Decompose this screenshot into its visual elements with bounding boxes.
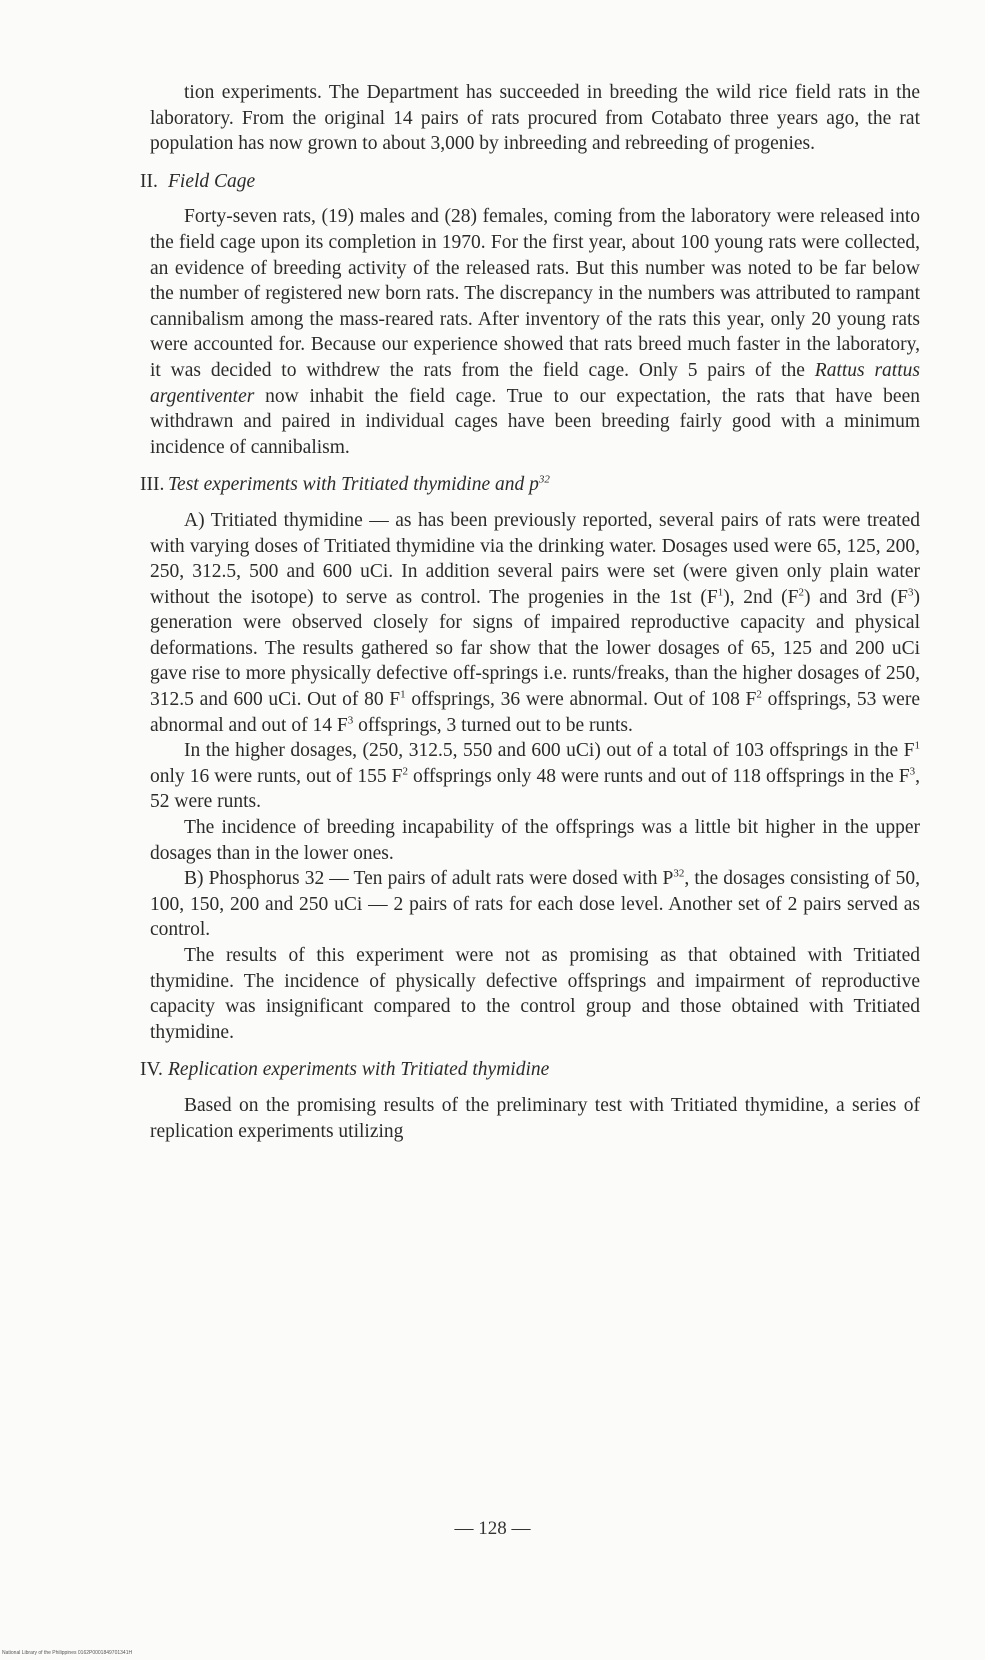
text-run: , the dosages consisting of 50, 100, 150, 200 and 250 uCi — 2 pairs of rats for each dose level. Another set of 2 pairs served as control.: [150, 868, 921, 941]
superscript: 1: [717, 586, 724, 599]
page-number: — 128 —: [454, 1518, 531, 1539]
text-run: ), 2nd (F: [723, 586, 799, 608]
section-number: IV.: [140, 1059, 163, 1081]
text-run: offsprings only 48 were runts and out of 118 offsprings in the F: [407, 765, 910, 787]
superscript: 1: [914, 739, 920, 752]
text-run: offsprings, 3 turned out to be runts.: [353, 714, 633, 736]
superscript: 32: [673, 867, 685, 880]
superscript: 3: [909, 765, 916, 778]
higher-dosage-paragraph: [150, 738, 920, 815]
text-run: ) generation were observed closely for signs of impaired reproductive capacity and physical deformations. The results gathered so far show that the lower dosages of 65, 125 and 200 uCi gave rise to more physically defective off-springs i.e. runts/freaks, than the higher dosages of 250, 312.5 and 600 uCi. Out of 80 F: [150, 586, 920, 711]
text-run: offsprings, 53 were abnormal and out of 14 F: [150, 689, 920, 736]
text-run: In the higher dosages, (250, 312.5, 550 and 600 uCi) out of a total of 103 offsprings in the F: [184, 740, 915, 762]
section-title: Field Cage: [168, 170, 256, 192]
library-footer: National Library of the Philippines 0162P0001849701341H: [2, 1650, 133, 1656]
results-paragraph: The results of this experiment were not as promising as that obtained with Tritiated thymidine. The incidence of physically defective offsprings and impairment of reproductive capacity was insignificant compared to the control group and those obtained with Tritiated thymidine.: [150, 945, 920, 1043]
text-run: only 16 were runts, out of 155 F: [150, 765, 403, 787]
text-run: B) Phosphorus 32 — Ten pairs of adult rats were dosed with P: [184, 868, 674, 890]
species-name: Rattus rattus argentiventer: [150, 359, 920, 407]
superscript: 3: [908, 586, 914, 599]
text-run: Forty-seven rats, (19) males and (28) females, coming from the laboratory were released into the field cage upon its completion in 1970. For the first year, about 100 young rats were collected, an evidence of breeding activity of the released rats. But this number was noted to be far below the number of registered new born rats. The discrepancy in the numbers was attributed to rampant cannibalism among the mass-reared rats. After inventory of the rats this year, only 20 young rats were accounted for. Because our experience showed that rats breed much faster in the laboratory, it was decided to withdrew the rats from the field cage. Only 5 pairs of the: [150, 206, 920, 381]
replication-paragraph: Based on the promising results of the preliminary test with Tritiated thymidine, a series of replication experiments utilizing: [150, 1094, 920, 1142]
document-body: [140, 80, 921, 1144]
phosphorus-paragraph: [150, 866, 920, 943]
section-number: III.: [140, 474, 165, 496]
superscript: 1: [400, 688, 406, 701]
incidence-paragraph: The incidence of breeding incapability of the offsprings was a little bit higher in the upper dosages than in the lower ones.: [150, 817, 920, 864]
section-heading-field-cage: [140, 169, 920, 195]
intro-paragraph: tion experiments. The Department has succeeded in breeding the wild rice field rats in the laboratory. From the original 14 pairs of rats procured from Cotabato three years ago, the rat population has now grown to about 3,000 by inbreeding and rebreeding of progenies.: [150, 82, 920, 155]
text-run: now inhabit the field cage. True to our expectation, the rats that have been withdrawn and paired in individual cages have been breeding fairly good with a minimum incidence of cannibalism.: [150, 385, 920, 458]
tritiated-paragraph: [150, 508, 920, 738]
superscript: 32: [538, 473, 550, 486]
text-run: , 52 were runts.: [150, 765, 920, 813]
superscript: 2: [402, 765, 408, 778]
section-title: Test experiments with Tritiated thymidine and p: [168, 474, 539, 496]
text-run: ) and 3rd (F: [804, 586, 908, 608]
superscript: 3: [347, 714, 354, 727]
text-run: A) Tritiated thymidine — as has been previously reported, several pairs of rats were treated with varying doses of Tritiated thymidine via the drinking water. Dosages used were 65, 125, 200, 250, 312.5, 500 and 600 uCi. In addition several pairs were set (were given only plain water without the isotope) to serve as control. The progenies in the 1st (F: [150, 509, 920, 608]
section-heading-replication: [140, 1057, 920, 1083]
section-title: Replication experiments with Tritiated thymidine: [168, 1059, 550, 1081]
field-cage-paragraph: [150, 204, 920, 460]
superscript: 2: [798, 586, 805, 599]
section-heading-test-experiments: [140, 472, 920, 498]
superscript: 2: [756, 688, 762, 701]
section-number: II.: [140, 170, 158, 192]
text-run: offsprings, 36 were abnormal. Out of 108 F: [405, 689, 757, 711]
